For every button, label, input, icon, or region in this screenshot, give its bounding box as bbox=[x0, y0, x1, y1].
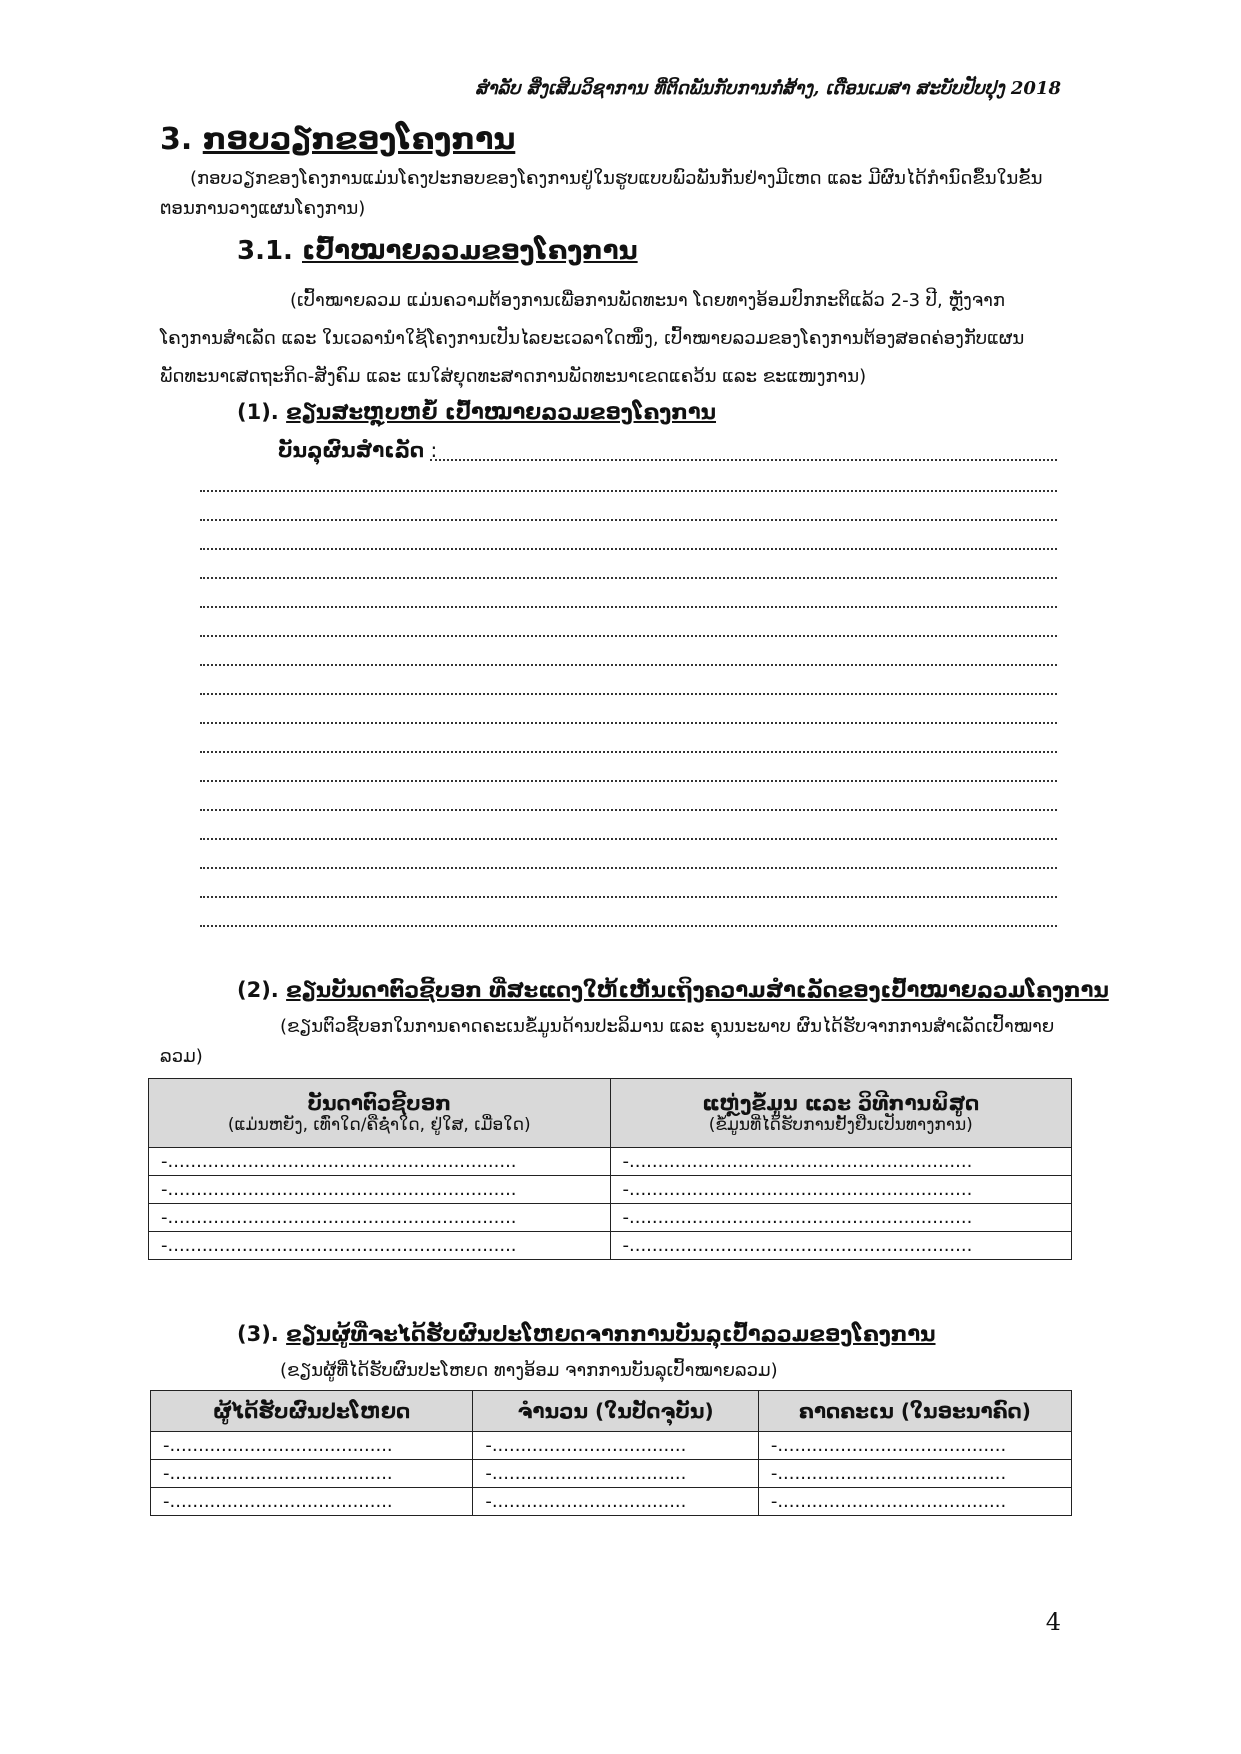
table-cell[interactable]: -........................................ bbox=[758, 1432, 1071, 1460]
writing-line[interactable] bbox=[200, 867, 1057, 869]
table-cell[interactable]: -.................................. bbox=[473, 1460, 759, 1488]
item-3-description: (ຂຽນຜູ້ທີ່ໄດ້ຮັບຜົນປະໂຫຍດ ທາງອ້ອມ ຈາກການບັນລຸເປົ້າໝາຍລວມ) bbox=[280, 1360, 778, 1381]
section-3-1-title: ເປົ້າໝາຍລວມຂອງໂຄງການ bbox=[302, 236, 638, 266]
current-count-column-header: ຈຳນວນ (ໃນປັດຈຸບັນ) bbox=[473, 1391, 759, 1432]
table-cell[interactable]: -.................................. bbox=[473, 1432, 759, 1460]
writing-line[interactable] bbox=[200, 606, 1057, 608]
page-number: 4 bbox=[1045, 1608, 1061, 1636]
forecast-column-header: ຄາດຄະເນ (ໃນອະນາຄົດ) bbox=[758, 1391, 1071, 1432]
achievement-fill-line[interactable] bbox=[430, 459, 1057, 461]
sources-header-sub: (ຂໍ້ມູນທີ່ໄດ້ຮັບການຢັ້ງຢືນເປັນທາງການ) bbox=[708, 1115, 973, 1135]
table-cell[interactable]: -........................................ bbox=[758, 1488, 1071, 1516]
table-row bbox=[149, 1232, 1072, 1260]
writing-line[interactable] bbox=[200, 664, 1057, 666]
item-3-heading bbox=[237, 1322, 936, 1346]
item-2-description: (ຂຽນຕົວຊີ້ບອກໃນການຄາດຄະເນຂໍ້ມູນດ້ານປະລິມານ ແລະ ຄຸນນະພາບ ຜົນໄດ້ຮັບຈາກການສຳເລັດເປົ້າໝາຍລວມ) bbox=[160, 1016, 1055, 1067]
table-cell[interactable]: -............................................................. bbox=[149, 1176, 611, 1204]
table-row bbox=[151, 1460, 1072, 1488]
table-header-row bbox=[151, 1391, 1072, 1432]
writing-line[interactable] bbox=[200, 780, 1057, 782]
item-1-title: ຂຽນສະຫຼຸບຫຍໍ້ ເປົ້າໝາຍລວມຂອງໂຄງການ bbox=[286, 400, 717, 424]
writing-line[interactable] bbox=[200, 722, 1057, 724]
item-3-title: ຂຽນຜູ້ທີ່ຈະໄດ້ຮັບຜົນປະໂຫຍດຈາກການບັນລຸເປົ້າລວມຂອງໂຄງການ bbox=[286, 1322, 936, 1346]
table-row bbox=[151, 1488, 1072, 1516]
item-1-number: (1). bbox=[237, 400, 279, 424]
indicators-column-header bbox=[149, 1079, 611, 1148]
writing-line[interactable] bbox=[200, 751, 1057, 753]
item-2-title: ຂຽນບັນດາຕົວຊີ້ບອກ ທີ່ສະແດງໃຫ້ເຫັນເຖິງຄວາມສຳເລັດຂອງເປົ້າໝາຍລວມໂຄງການ bbox=[286, 978, 1109, 1002]
writing-line[interactable] bbox=[200, 490, 1057, 492]
achievement-colon: : bbox=[424, 438, 438, 462]
table-cell[interactable]: -........................................ bbox=[758, 1460, 1071, 1488]
table-row bbox=[149, 1204, 1072, 1232]
table-cell[interactable]: -............................................................. bbox=[149, 1148, 611, 1176]
table-cell[interactable]: -............................................................ bbox=[610, 1232, 1072, 1260]
section-3-heading bbox=[160, 122, 515, 157]
table-header-row bbox=[149, 1079, 1072, 1148]
writing-line[interactable] bbox=[200, 809, 1057, 811]
section-3-number: 3. bbox=[160, 122, 193, 157]
section-3-description: (ກອບວຽກຂອງໂຄງການແມ່ນໂຄງປະກອບຂອງໂຄງການຢູ່ໃນຮູບແບບພົວພັນກັນຢ່າງມີເຫດ ແລະ ມີຜົນໄດ້ກຳນົດຂຶ້ນໃນຂັ້ນຕອນການວາງແຜນໂຄງການ) bbox=[160, 168, 1043, 219]
table-cell[interactable]: -............................................................ bbox=[610, 1148, 1072, 1176]
section-3-title: ກອບວຽກຂອງໂຄງການ bbox=[202, 122, 516, 157]
writing-line[interactable] bbox=[200, 693, 1057, 695]
item-2-heading bbox=[237, 978, 1109, 1002]
writing-line[interactable] bbox=[200, 838, 1057, 840]
sources-header-label: ແຫຼ່ງຂໍ້ມູນ ແລະ ວິທີການພິສູດ bbox=[702, 1091, 980, 1115]
table-cell[interactable]: -.................................. bbox=[473, 1488, 759, 1516]
table-row bbox=[151, 1432, 1072, 1460]
table-cell[interactable]: -............................................................ bbox=[610, 1204, 1072, 1232]
indicators-header-sub: (ແມ່ນຫຍັງ, ເທົ່າໃດ/ຄືຊໍ່າໃດ, ຢູ່ໃສ, ເມື່ອໃດ) bbox=[227, 1115, 531, 1135]
achievement-label: ບັນລຸຜົນສຳເລັດ bbox=[278, 438, 425, 462]
table-cell[interactable]: -............................................................. bbox=[149, 1232, 611, 1260]
table-row bbox=[149, 1176, 1072, 1204]
page-header-note: ສຳລັບ ສິ່ງເສີມວິຊາການ ທີ່ຕິດພັນກັບການກໍ່ສ້າງ, ເດືອນເມສາ ສະບັບປັບປຸງ 2018 bbox=[475, 78, 1061, 99]
table-cell[interactable]: -............................................................ bbox=[610, 1176, 1072, 1204]
table-cell[interactable]: -....................................... bbox=[151, 1432, 473, 1460]
section-3-1-number: 3.1. bbox=[237, 236, 293, 266]
table-cell[interactable]: -....................................... bbox=[151, 1488, 473, 1516]
section-3-1-heading bbox=[237, 236, 638, 266]
item-2-number: (2). bbox=[237, 978, 279, 1002]
beneficiaries-table bbox=[150, 1390, 1072, 1516]
table-cell[interactable]: -............................................................. bbox=[149, 1204, 611, 1232]
writing-line[interactable] bbox=[200, 519, 1057, 521]
indicators-table bbox=[148, 1078, 1072, 1260]
sources-column-header bbox=[610, 1079, 1072, 1148]
achievement-label-row bbox=[278, 438, 437, 462]
writing-line[interactable] bbox=[200, 548, 1057, 550]
table-cell[interactable]: -....................................... bbox=[151, 1460, 473, 1488]
item-3-number: (3). bbox=[237, 1322, 279, 1346]
table-row bbox=[149, 1148, 1072, 1176]
section-3-1-description: (ເປົ້າໝາຍລວມ ແມ່ນຄວາມຕ້ອງການເພື່ອການພັດທະນາ ໂດຍທາງອ້ອມປົກກະຕິແລ້ວ 2-3 ປີ, ຫຼັງຈາກໂຄງການສຳເລັດ ແລະ ໃນເວລານຳໃຊ້ໂຄງການເປັນໄລຍະເວລາໃດໜຶ່ງ, ເປົ້າໝາຍລວມຂອງໂຄງການຕ້ອງສອດຄ່ອງກັບແຜນພັດທະນາເສດຖະກິດ-ສັງຄົມ ແລະ ແນໃສ່ຍຸດທະສາດການພັດທະນາເຂດແຄວ້ນ ແລະ ຂະແໜງການ) bbox=[160, 290, 1025, 387]
indicators-header-label: ບັນດາຕົວຊີ້ບອກ bbox=[307, 1091, 451, 1115]
item-1-heading bbox=[237, 400, 716, 424]
writing-line[interactable] bbox=[200, 577, 1057, 579]
writing-line[interactable] bbox=[200, 635, 1057, 637]
writing-line[interactable] bbox=[200, 925, 1057, 927]
writing-line[interactable] bbox=[200, 896, 1057, 898]
beneficiaries-column-header: ຜູ້ໄດ້ຮັບຜົນປະໂຫຍດ bbox=[151, 1391, 473, 1432]
